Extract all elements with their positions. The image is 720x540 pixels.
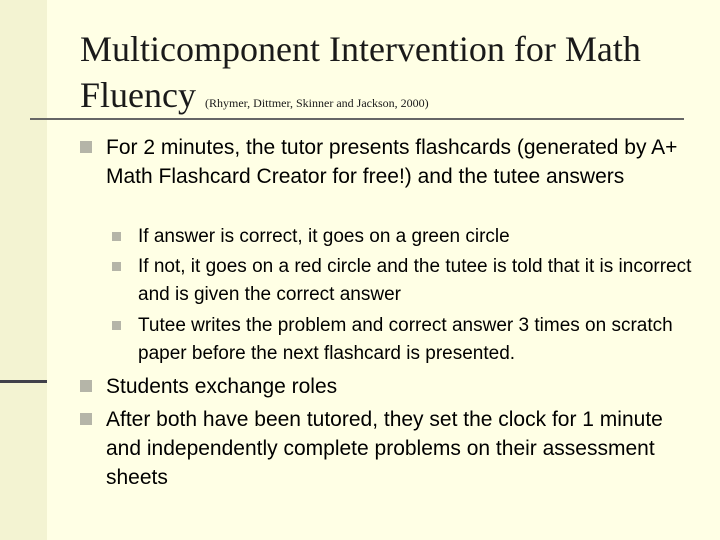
bullet-item — [80, 405, 690, 493]
sub-bullet-square-icon — [112, 321, 121, 330]
bullet-square-icon — [80, 380, 92, 392]
title-divider — [30, 118, 684, 120]
slide-title-main: Multicomponent Intervention for Math Fluency — [80, 29, 641, 115]
sub-bullet-item — [112, 312, 702, 370]
bullet-text: Students exchange roles — [106, 375, 338, 398]
sub-bullet-text: Tutee writes the problem and correct answer 3 times on scratch paper before the next flashcard is presented. — [138, 315, 673, 364]
left-decorative-band — [0, 0, 47, 540]
sub-bullet-text: If answer is correct, it goes on a green circle — [138, 226, 510, 247]
sub-bullet-text: If not, it goes on a red circle and the tutee is told that it is incorrect and is given the correct answer — [138, 256, 692, 305]
bullet-square-icon — [80, 413, 92, 425]
sub-bullet-item — [112, 253, 702, 311]
slide-title — [80, 26, 700, 118]
bullet-item — [80, 372, 690, 401]
bullet-square-icon — [80, 141, 92, 153]
slide-title-citation: (Rhymer, Dittmer, Skinner and Jackson, 2000) — [204, 96, 429, 110]
left-accent-line — [0, 380, 47, 383]
sub-bullet-square-icon — [112, 232, 121, 241]
bullet-text: After both have been tutored, they set the clock for 1 minute and independently complete problems on their assessment sheets — [106, 408, 663, 489]
bullet-text: For 2 minutes, the tutor presents flashcards (generated by A+ Math Flashcard Creator for free!) and the tutee answers — [106, 136, 678, 188]
sub-bullet-item — [112, 223, 702, 251]
bullet-item — [80, 133, 690, 221]
sub-bullet-square-icon — [112, 262, 121, 271]
